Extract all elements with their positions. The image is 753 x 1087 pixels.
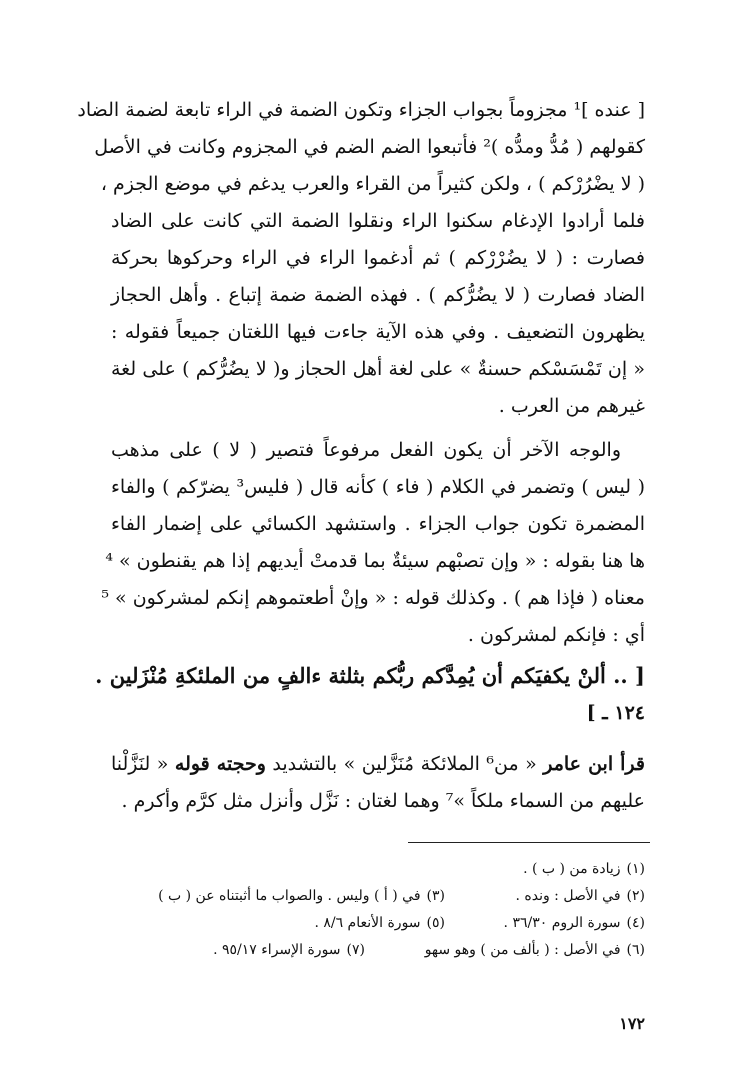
footnote-5: (٥)سورة الأنعام ٨/٦ . [314,915,445,931]
text-line: « إن تَمْسَسْكم حسنةٌ » على لغة أهل الحجاز و( لا يضُرُّكم ) على لغة [111,358,645,380]
footnote-6: (٦)في الأصل : ( بألف من ) وهو سهو [424,942,645,958]
paragraph-3 [111,746,645,820]
text-line: ( ليس ) وتضمر في الكلام ( فاء ) كأنه قال ( فليس³ يضرّكم ) والفاء [111,476,645,498]
text-line: ها هنا بقوله : « وإن تصبْهم سيئةٌ بما قدمتْ أيديهم إذا هم يقنطون » ⁴ [105,550,645,572]
quran-verse [95,656,645,730]
reader-name: قرأ ابن عامر [543,753,645,775]
text-line: معناه ( فإذا هم ) . وكذلك قوله : « وإنْ أطعتموهم إنكم لمشركون » ⁵ [101,587,645,609]
footnote-7: (٧)سورة الإسراء ٩٥/١٧ . [213,942,365,958]
footnote-row [105,939,645,961]
paragraph-2 [101,432,645,654]
text-line [111,746,645,783]
text-line: [ عنده ]¹ مجزوماً بجواب الجزاء وتكون الضمة في الراء تابعة لضمة الضاد [77,99,645,121]
text-line: فلما أرادوا الإدغام سكنوا الراء ونقلوا الضمة التي كانت على الضاد [111,210,645,232]
text-segment: « لنَزَّلْنا [111,753,175,775]
footnote-row [105,858,645,880]
text-line: غيرهم من العرب . [498,395,645,417]
verse-text: [ .. ألنْ يكفيَكم أن يُمِدَّكم ربُّكم بثلثة ءالفٍ من الملئكةِ مُنْزَلين . [95,663,645,688]
footnote-row [105,912,645,934]
text-line: المضمرة تكون جواب الجزاء . واستشهد الكسائي على إضمار الفاء [111,513,645,535]
footnote-row [105,885,645,907]
text-line: أي : فإنكم لمشركون . [467,624,645,646]
text-segment: « من⁶ الملائكة مُنَزَّلين » بالتشديد [265,753,544,775]
footnote-1: (١)زيادة من ( ب ) . [523,861,645,877]
text-line: ( لا يضْرُرْكم ) ، ولكن كثيراً من القراء والعرب يدغم في موضع الجزم ، [100,173,645,195]
text-line: عليهم من السماء ملكاً »⁷ وهما لغتان : نَزَّل وأنزل مثل كرَّم وأكرم . [121,790,645,812]
verse-number: ١٢٤ ـ ] [586,702,645,724]
text-line: والوجه الآخر أن يكون الفعل مرفوعاً فتصير ( لا ) على مذهب [111,439,621,461]
text-line: يظهرون التضعيف . وفي هذه الآية جاءت فيها اللغتان جميعاً فقوله : [111,321,645,343]
hujja-label: وحجته قوله [174,753,266,775]
text-line: كقولهم ( مُدُّ ومدُّه )² فأتبعوا الضم الضم في المجزوم وكانت في الأصل [94,136,645,158]
footnote-3: (٣)في ( أ ) وليس . والصواب ما أثبتناه عن ( ب ) [158,888,445,904]
paragraph-1 [77,92,645,425]
footnote-4: (٤)سورة الروم ٣٦/٣٠ . [503,915,645,931]
text-line: الضاد فصارت ( لا يضُرُّكم ) . فهذه الضمة ضمة إتباع . وأهل الحجاز [111,284,645,306]
text-line: فصارت : ( لا يضُرْرْكم ) ثم أدغموا الراء في الراء وحركوها بحركة [111,247,645,269]
footnote-2: (٢)في الأصل : ونده . [515,888,645,904]
page-number: ١٧٢ [619,1014,645,1033]
footnote-divider [408,842,650,843]
